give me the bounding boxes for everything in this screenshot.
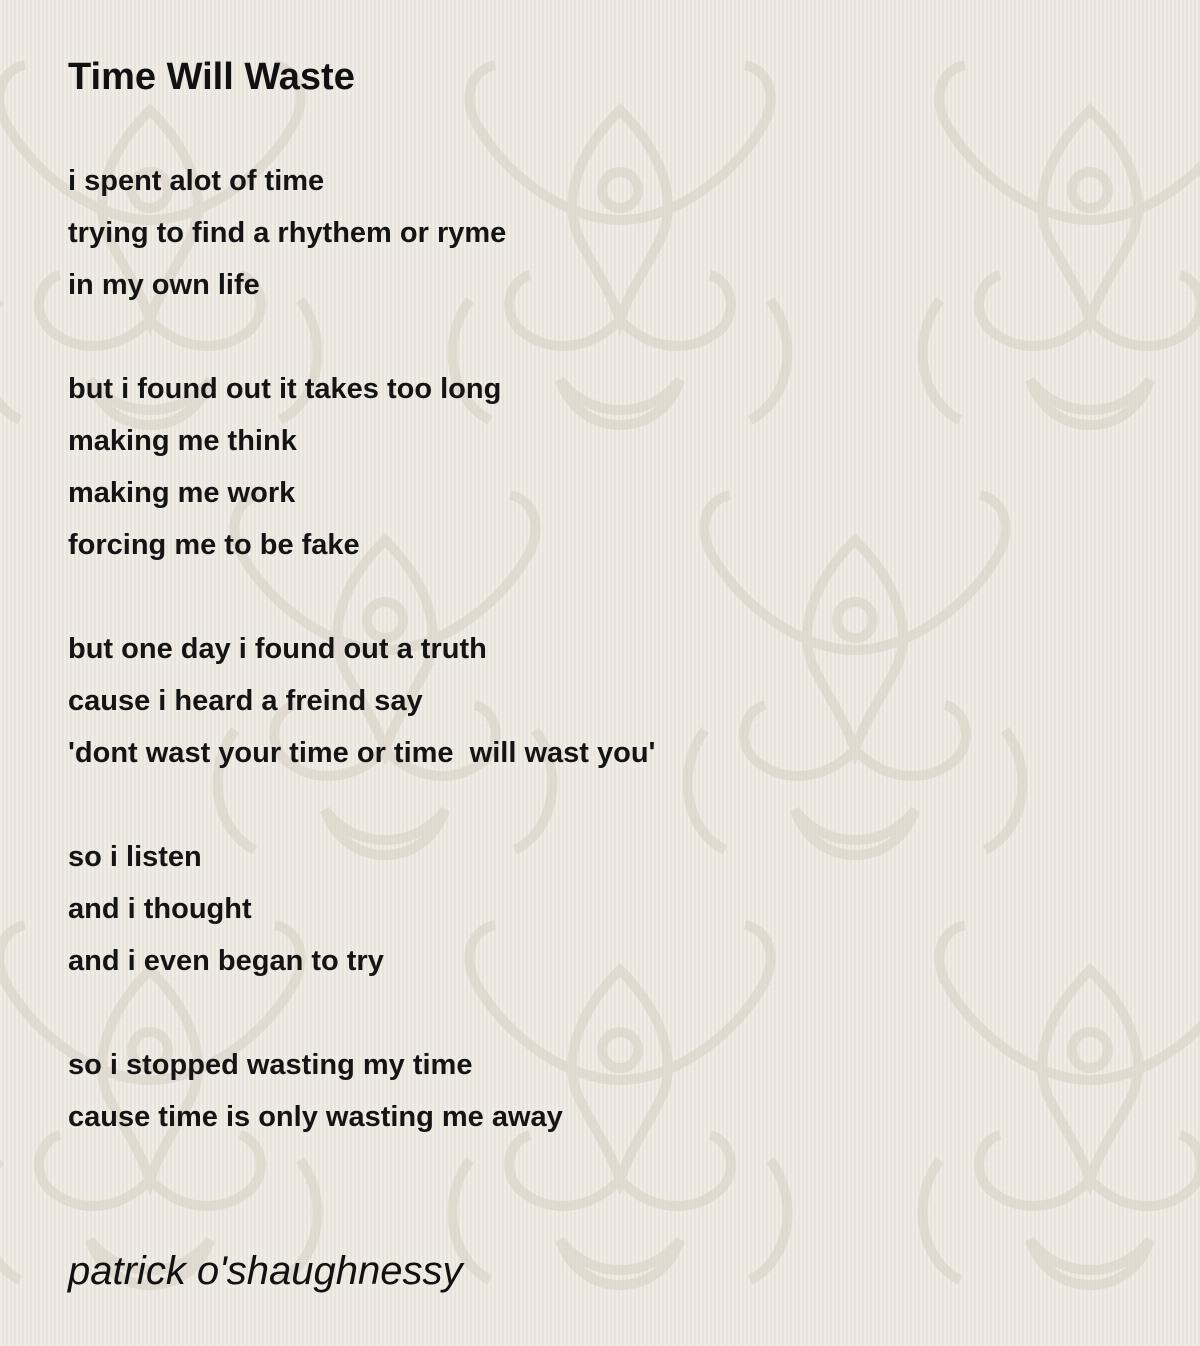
poem-line: and i even began to try [68, 945, 384, 977]
poem-line: but i found out it takes too long [68, 373, 502, 405]
poem-line: trying to find a rhythem or ryme [68, 217, 507, 249]
poem-author: patrick o'shaughnessy [68, 1249, 463, 1293]
poem-line: forcing me to be fake [68, 529, 360, 561]
poem-line: and i thought [68, 893, 252, 925]
poem-line: i spent alot of time [68, 165, 325, 197]
poem-title: Time Will Waste [68, 56, 355, 98]
poem-line: so i stopped wasting my time [68, 1049, 473, 1081]
poem-line: cause time is only wasting me away [68, 1101, 563, 1133]
poem-line: so i listen [68, 841, 202, 873]
poem-stanza [68, 831, 1168, 987]
poem-stanza [68, 623, 1168, 779]
poem-line: 'dont wast your time or time will wast you' [68, 737, 656, 769]
poem-line: in my own life [68, 269, 260, 301]
poem-line: making me think [68, 425, 297, 457]
poem-line: making me work [68, 477, 296, 509]
poem-stanza [68, 1039, 1168, 1143]
poem-line: but one day i found out a truth [68, 633, 487, 665]
poem-stanza [68, 155, 1168, 311]
poem-body [68, 155, 1168, 1195]
poem-line: cause i heard a freind say [68, 685, 423, 717]
poem-stanza [68, 363, 1168, 571]
